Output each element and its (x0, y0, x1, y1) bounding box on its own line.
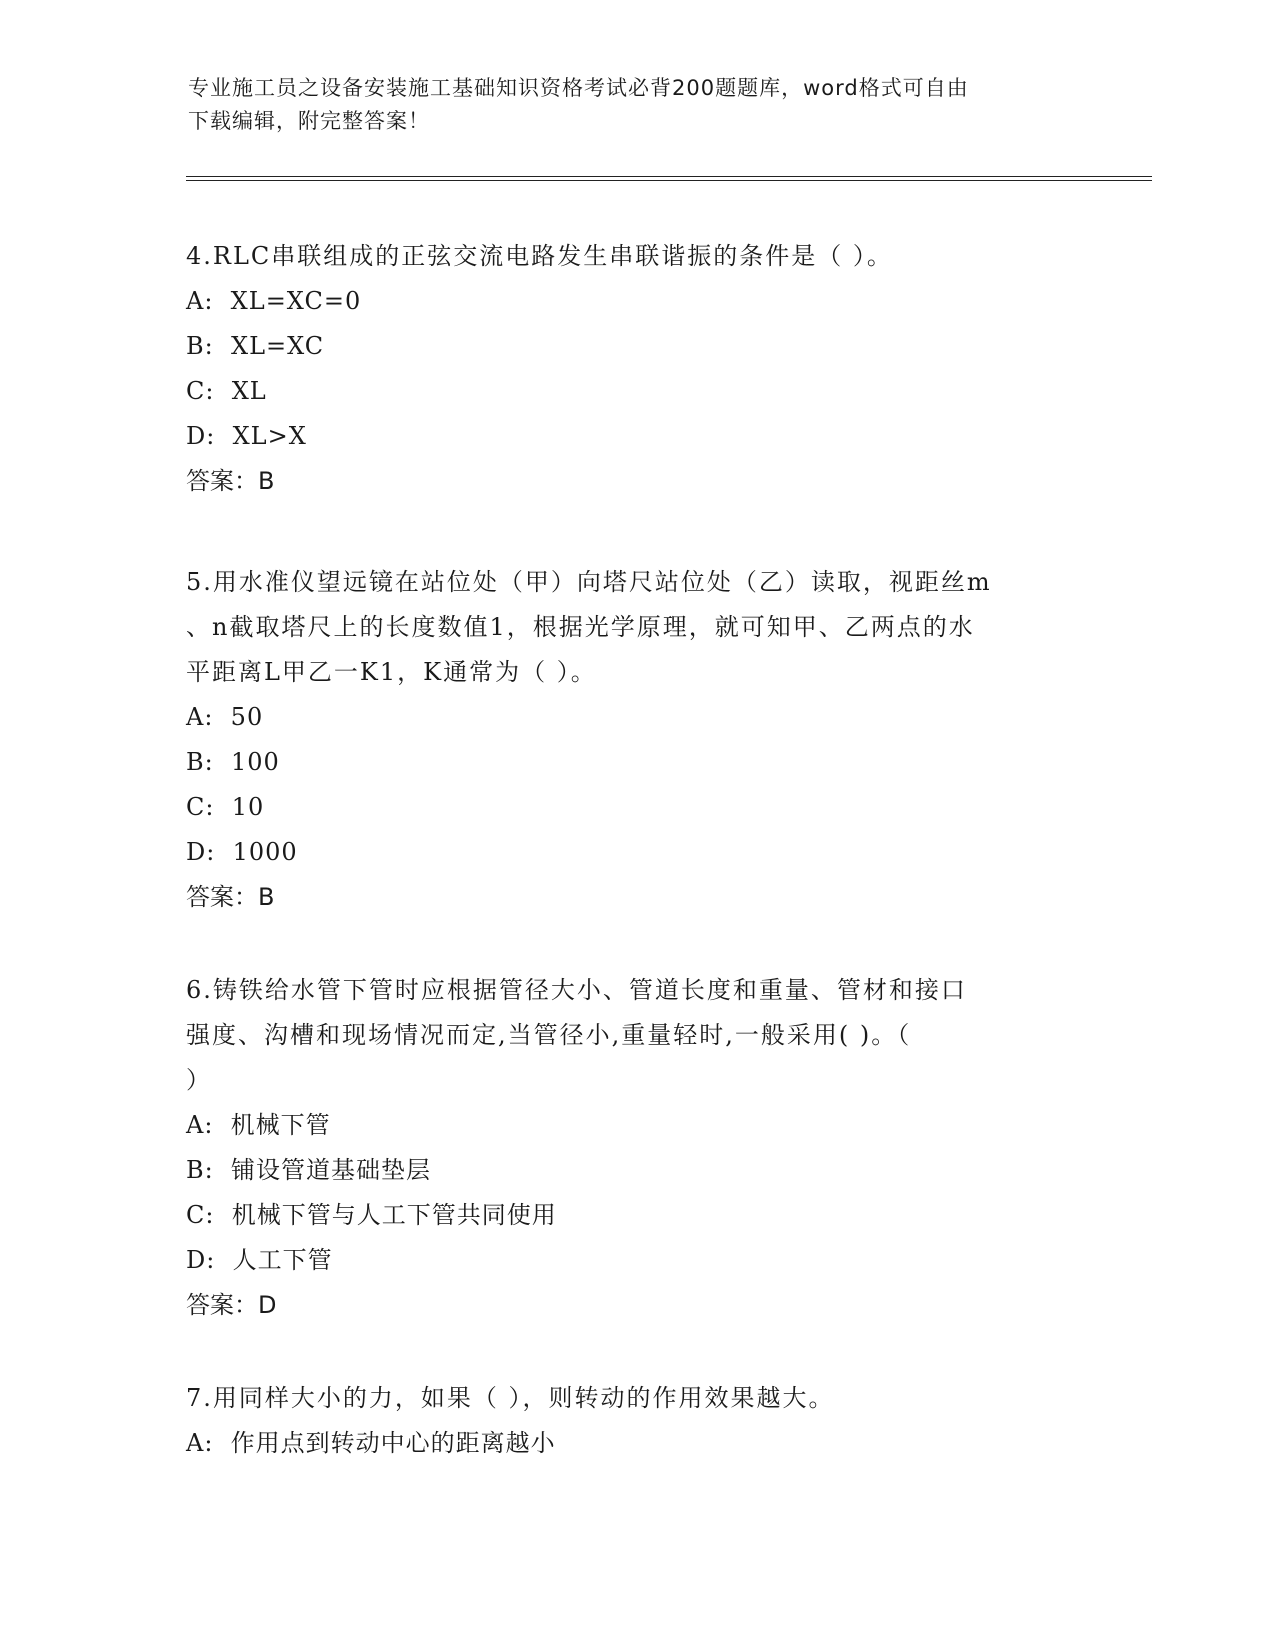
question-stem-line-3: ） (186, 1066, 212, 1094)
option-c: C: 10 (186, 793, 265, 821)
option-a: A: XL=XC=0 (186, 287, 362, 315)
option-d: D: XL>X (186, 422, 307, 450)
option-b: B: XL=XC (186, 332, 325, 360)
question-stem-line-2: 强度、沟槽和现场情况而定,当管径小,重量轻时,一般采用( )。（ (186, 1021, 912, 1049)
option-b: B: 铺设管道基础垫层 (186, 1156, 431, 1184)
option-a: A: 作用点到转动中心的距离越小 (186, 1429, 556, 1457)
question-stem-line-1: 6.铸铁给水管下管时应根据管径大小、管道长度和重量、管材和接口 (186, 976, 967, 1004)
question-stem-line-3: 平距离L甲乙一K1，K通常为（ ）。 (186, 658, 597, 686)
header-title-line-2: 下载编辑，附完整答案！ (188, 109, 430, 133)
question-7 (186, 1376, 1086, 1466)
header-divider (186, 176, 1152, 181)
question-stem: 7.用同样大小的力，如果（ ），则转动的作用效果越大。 (186, 1384, 835, 1412)
option-d: D: 1000 (186, 838, 298, 866)
question-5 (186, 560, 1086, 920)
option-c: C: XL (186, 377, 267, 405)
option-b: B: 100 (186, 748, 280, 776)
answer: 答案：B (186, 883, 275, 911)
header-title-line-1: 专业施工员之设备安装施工基础知识资格考试必背200题题库，word格式可自由 (188, 76, 969, 100)
option-a: A: 50 (186, 703, 264, 731)
option-c: C: 机械下管与人工下管共同使用 (186, 1201, 557, 1229)
document-header (188, 72, 1088, 138)
answer: 答案：D (186, 1291, 277, 1319)
question-stem-line-2: 、n截取塔尺上的长度数值1，根据光学原理，就可知甲、乙两点的水 (186, 613, 975, 641)
question-stem: 4.RLC串联组成的正弦交流电路发生串联谐振的条件是（ ）。 (186, 242, 893, 270)
answer: 答案：B (186, 467, 275, 495)
option-d: D: 人工下管 (186, 1246, 333, 1274)
question-4 (186, 234, 1086, 504)
question-stem-line-1: 5.用水准仪望远镜在站位处（甲）向塔尺站位处（乙）读取，视距丝m (186, 568, 992, 596)
question-6 (186, 968, 1086, 1328)
option-a: A: 机械下管 (186, 1111, 331, 1139)
